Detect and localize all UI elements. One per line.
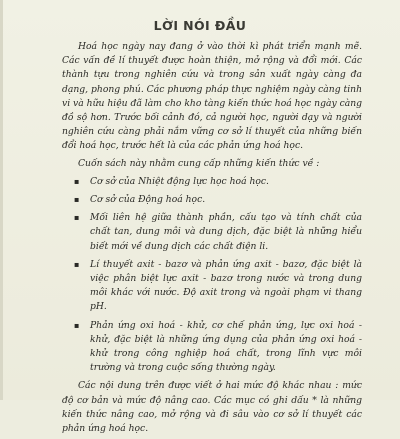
scope-paragraph: Cuốn sách này nhằm cung cấp những kiến thức về : [78,157,320,169]
bullet-text: Cơ sở của Động hoá học. [90,194,206,206]
bullet-marker: ▪ [74,259,80,269]
bullet-item [62,175,362,189]
page-title: LỜI NÓI ĐẦU [153,18,247,33]
page-content [62,40,362,439]
bullet-marker: ▪ [74,213,80,223]
closing-paragraph: Các nội dung trên được viết ở hai mức độ khác nhau : mức độ cơ bản và mức độ nâng cao. Các mục có ghi dấu * là những kiến thức nâng cao, mở rộng và đi sâu vào cơ sở lí thuyết các phản ứng hoá học. [62,380,362,435]
bullet-text: Cơ sở của Nhiệt động lực học hoá học. [90,175,269,187]
bullet-text: Mối liên hệ giữa thành phần, cấu tạo và tính chất của chất tan, dung môi và dung dịch, đặc biệt là những hiểu biết mới về dung dịch các chất điện li. [90,212,362,252]
bullet-marker: ▪ [74,195,80,205]
bullet-text: Lí thuyết axit - bazơ và phản ứng axit - bazơ, đặc biệt là việc phân biệt lực axit - bazơ trong nước và trong dung môi khác với nước. Độ axit trong và ngoài phạm vi thang pH. [90,258,362,313]
bullet-item [62,193,362,207]
bullet-text: Phản ứng oxi hoá - khử, cơ chế phản ứng, lực oxi hoá - khử, đặc biệt là những ứng dụng của phản ứng oxi hoá - khử trong công nghiệp hoá chất, trong lĩnh vực môi trường và trong cuộc sống thường ngày. [90,319,362,374]
bullet-marker: ▪ [74,320,80,330]
bullet-item [62,319,362,376]
bullet-item [62,258,362,315]
bullet-marker: ▪ [74,176,80,186]
page-edge [0,0,3,400]
intro-paragraph: Hoá học ngày nay đang ở vào thời kì phát triển mạnh mẽ. Các vấn đề lí thuyết được hoàn thiện, mở rộng và đổi mới. Các thành tựu trong nghiên cứu và trong sản xuất ngày càng đa dạng, phong phú. Các phương pháp thực nghiệm ngày càng tinh vi và hữu hiệu đã làm cho kho tàng kiến thức hoá học ngày càng đồ sộ hơn. Trước bối cảnh đó, cả người học, người dạy và người nghiên cứu càng phải nắm vững cơ sở lí thuyết của những biến đổi hoá học, trước hết là của các phản ứng hoá học. [62,41,362,152]
bullet-item [62,211,362,254]
